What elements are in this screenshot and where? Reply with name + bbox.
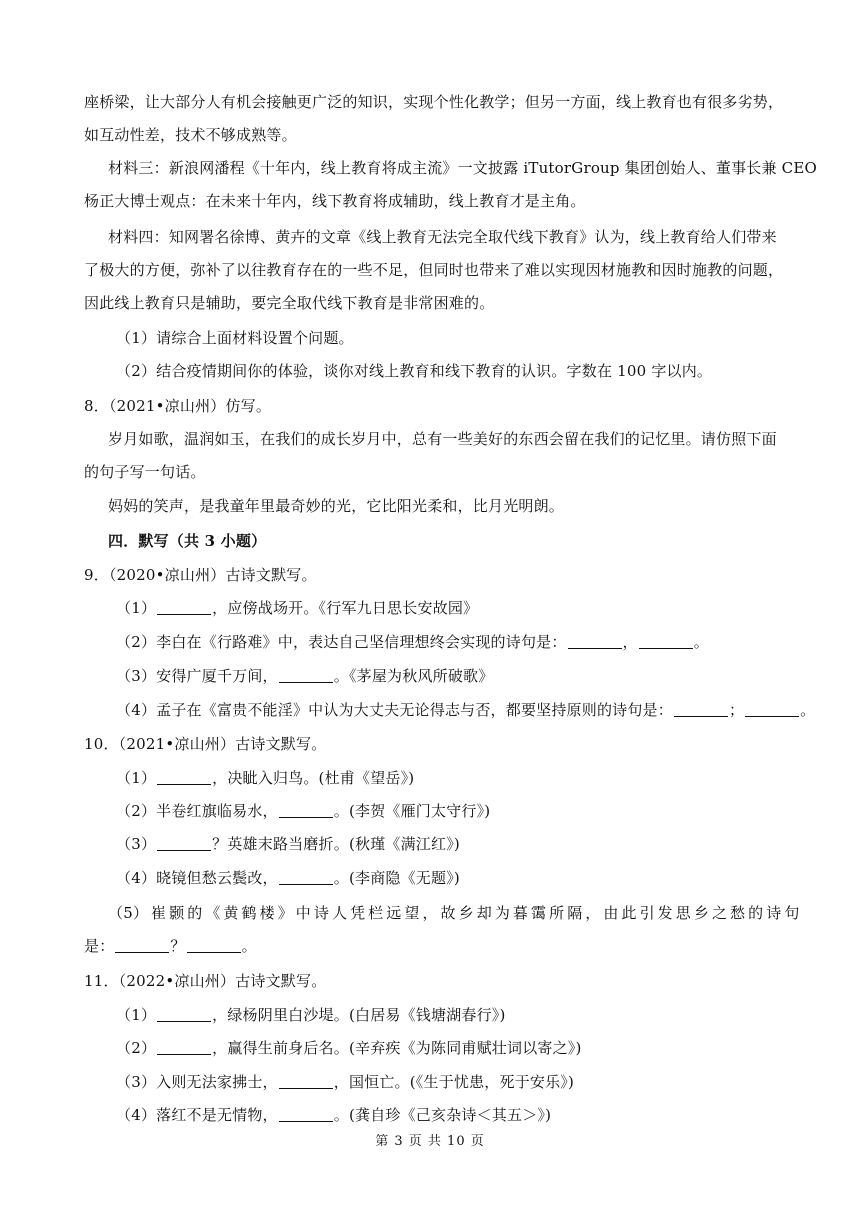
question-7-2: （2）结合疫情期间你的体验，谈你对线上教育和线下教育的认识。字数在 100 字以内。 [116,362,713,380]
answer-blank[interactable] [745,702,799,717]
section-heading: 四．默写（共 3 小题） [108,532,267,550]
question-10-3: （3） ？英雄末路当磨折。(秋瑾《满江红》) [116,835,460,853]
text-char: 为 [494,904,511,922]
text-char: 故 [440,904,456,922]
question-11-2: （2） ，赢得生前身后名。(辛弃疾《为陈同甫赋壮词以寄之》) [116,1039,582,1057]
answer-blank[interactable] [639,634,693,649]
question-10-2: （2）半卷红旗临易水， 。(李贺《雁门太守行》) [116,802,491,820]
text-char: 栏 [368,904,384,922]
text-char: 远 [386,904,402,922]
answer-blank[interactable] [279,870,333,885]
text-char: 却 [476,904,492,922]
text-char: 鹤 [241,904,257,922]
text-char: 句 [784,904,800,922]
answer-blank[interactable] [157,1007,211,1022]
text-char: 楼 [259,904,275,922]
question-11-1: （1） ，绿杨阴里白沙堤。(白居易《钱塘湖春行》) [116,1006,506,1024]
text-line: 座桥梁，让大部分人有机会接触更广泛的知识，实现个性化教学；但另一方面，线上教育也有很多劣势， [84,93,784,111]
question-9-2: （2）李白在《行路难》中，表达自己坚信理想终会实现的诗句是： ， 。 [116,633,709,651]
text-char: 之 [711,904,728,922]
text-line: 因此线上教育只是辅助，要完全取代线下教育是非常困难的。 [84,294,495,312]
text-char: 《 [205,904,221,922]
text-char: 黄 [223,904,239,922]
text-char: 崔 [151,904,167,922]
text-line: 的句子写一句话。 [84,463,206,481]
text-char: 此 [621,904,637,922]
text-line: 了极大的方便，弥补了以往教育存在的一些不足，但同时也带来了难以实现因材施教和因时施教的问题， [84,261,784,279]
answer-blank[interactable] [157,770,211,785]
question-10-5-continued: 是： ？ 。 [84,937,257,955]
question-7-1: （1）请综合上面材料设置个问题。 [116,329,354,347]
text-char: 颢 [169,904,185,922]
answer-blank[interactable] [115,938,169,953]
text-char: 由 [603,904,619,922]
answer-blank[interactable] [157,836,211,851]
text-char: 诗 [313,904,330,922]
question-9-3: （3）安得广厦千万间， 。《茅屋为秋风所破歌》 [116,667,494,685]
page-number: 第 3 页 共 10 页 [375,1134,485,1149]
answer-blank[interactable] [157,1040,211,1055]
text-char: 乡 [693,904,710,922]
text-char: 中 [295,904,311,922]
text-char: 的 [748,904,764,922]
text-char: 思 [675,904,691,922]
text-char: （5） [108,904,149,922]
question-9-title: 9．（2020•凉山州）古诗文默写。 [84,566,317,584]
text-line: 如互动性差，技术不够成熟等。 [84,126,297,144]
text-line: 岁月如歌，温润如玉，在我们的成长岁月中，总有一些美好的东西会留在我们的记忆里。请仿照下面 [108,430,777,448]
question-11-4: （4）落红不是无情物， 。(龚自珍《己亥杂诗＜其五＞》) [116,1106,552,1124]
answer-blank[interactable] [279,668,333,683]
text-line: 杨正大博士观点：在未来十年内，线下教育将成辅助，线上教育才是主角。 [84,192,586,210]
text-char: 暮 [512,904,529,922]
answer-blank[interactable] [279,803,333,818]
answer-blank[interactable] [157,600,211,615]
text-char: 所 [549,904,565,922]
text-char: 愁 [730,904,746,922]
question-9-4: （4）孟子在《富贵不能淫》中认为大丈夫无论得志与否，都要坚持原则的诗句是： ； 。 [116,701,816,719]
text-char: 隔 [567,904,583,922]
question-9-1: （1） ，应傍战场开。《行军九日思长安故园》 [116,599,479,617]
question-8-title: 8．（2021•凉山州）仿写。 [84,397,272,415]
text-char: 霭 [531,904,547,922]
question-10-1: （1） ，决眦入归鸟。(杜甫《望岳》) [116,769,415,787]
answer-blank[interactable] [279,1107,333,1122]
material-three: 材料三：新浪网潘程《十年内，线上教育将成主流》一文披露 iTutorGroup 集团创始人、董事长兼 CEO [108,159,817,177]
question-11-title: 11．（2022•凉山州）古诗文默写。 [84,972,327,990]
text-char: 发 [657,904,673,922]
text-char: ， [585,904,601,922]
answer-blank[interactable] [187,938,241,953]
text-char: 》 [277,904,293,922]
question-10-4: （4）晓镜但愁云鬓改， 。(李商隐《无题》) [116,869,460,887]
text-char: 望 [404,904,420,922]
text-char: 诗 [766,904,782,922]
question-10-5 [108,903,800,923]
text-char: 的 [187,904,203,922]
answer-blank[interactable] [279,1074,333,1089]
text-char: 乡 [458,904,474,922]
question-10-title: 10．（2021•凉山州）古诗文默写。 [84,735,327,753]
answer-blank[interactable] [568,634,622,649]
text-char: 引 [639,904,655,922]
answer-blank[interactable] [674,702,728,717]
example-sentence: 妈妈的笑声，是我童年里最奇妙的光，它比阳光柔和，比月光明朗。 [108,497,565,515]
text-char: 人 [331,904,348,922]
text-char: 凭 [350,904,366,922]
text-char: ， [422,904,438,922]
material-four: 材料四：知网署名徐博、黄卉的文章《线上教育无法完全取代线下教育》认为，线上教育给人们带来 [108,228,777,246]
question-11-3: （3）入则无法家拂士， ，国恒亡。(《生于忧患，死于安乐》) [116,1073,575,1091]
